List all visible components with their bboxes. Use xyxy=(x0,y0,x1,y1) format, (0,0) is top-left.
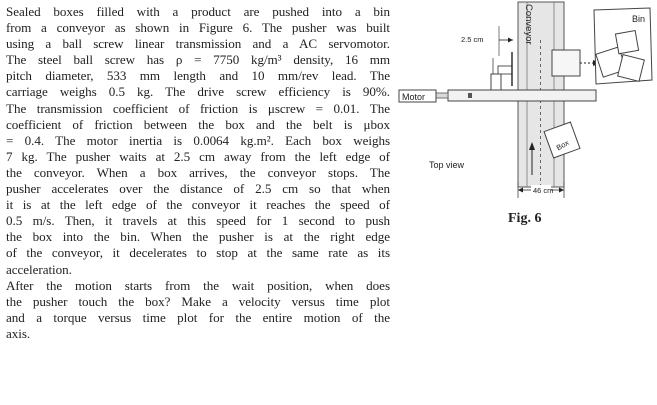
problem-text xyxy=(6,4,390,342)
figure-caption: Fig. 6 xyxy=(508,211,542,226)
text-line: = 0.4. The motor inertia is 0.0064 kg.m². Each box weighs xyxy=(6,132,390,148)
gap-arrow-head xyxy=(508,38,513,43)
box-label: Box xyxy=(554,138,571,153)
bin-box-3 xyxy=(615,31,638,54)
text-line: Sealed boxes filled with a product are pushed into a bin xyxy=(6,4,390,19)
view-label: Top view xyxy=(429,160,465,170)
problem-paragraph xyxy=(6,4,390,278)
text-line: axis. xyxy=(6,325,31,341)
text-line: The steel ball screw has ρ = 7750 kg/m³ density, 16 mm xyxy=(6,52,390,68)
text-line: 7 kg. The pusher waits at 2.5 cm away from the left edge of xyxy=(6,148,390,164)
width-label: 46 cm xyxy=(533,186,554,195)
text-line: the conveyor. When a box arrives, the conveyor stops. The xyxy=(6,164,390,180)
text-line: from a conveyor as shown in Figure 6. The pusher was built xyxy=(6,20,390,36)
conveyor-diagram xyxy=(396,0,657,260)
text-line: carriage weighs 0.5 kg. The drive screw efficiency is 90%. xyxy=(6,84,390,100)
text-line: The transmission coefficient of friction is μscrew = 0.01. The xyxy=(6,100,390,116)
figure-6 xyxy=(396,0,657,260)
text-line: 0.5 m/s. Then, it travels at this speed for 1 second to push xyxy=(6,213,390,229)
pusher-carriage xyxy=(491,74,501,90)
text-line: the pusher touch the box? Make a velocity versus time plot xyxy=(6,293,390,309)
text-line: acceleration. xyxy=(6,261,72,277)
conveyor-label: Conveyor xyxy=(523,4,534,45)
pusher-head xyxy=(498,66,512,74)
problem-paragraph xyxy=(6,278,390,342)
screw-detail xyxy=(468,93,472,98)
text-line: After the motion starts from the wait position, when does xyxy=(6,277,390,293)
text-line: the box into the bin. When the pusher is at the right edge xyxy=(6,229,390,245)
text-line: of the conveyor, it decelerates to stop at the same rate as its xyxy=(6,245,390,261)
bin-box-2 xyxy=(618,55,645,82)
motor-coupling xyxy=(436,93,448,98)
text-line: pitch diameter, 533 mm length and 10 mm/rev lead. The xyxy=(6,68,390,84)
text-line: using a ball screw linear transmission and a AC servomotor. xyxy=(6,36,390,52)
text-line: it is at the left edge of the conveyor it reaches the speed of xyxy=(6,197,390,213)
text-line: coefficient of friction between the box and the belt is μbox xyxy=(6,116,390,132)
width-arrow-left xyxy=(518,188,523,193)
width-arrow-right xyxy=(559,188,564,193)
text-line: and a torque versus time plot for the entire motion of the xyxy=(6,309,390,325)
pushed-box xyxy=(552,50,580,76)
motor-label: Motor xyxy=(402,92,426,102)
bin-label: Bin xyxy=(632,14,646,24)
gap-label: 2.5 cm xyxy=(461,35,484,44)
text-line: pusher accelerates over the distance of 2.5 cm so that when xyxy=(6,181,390,197)
